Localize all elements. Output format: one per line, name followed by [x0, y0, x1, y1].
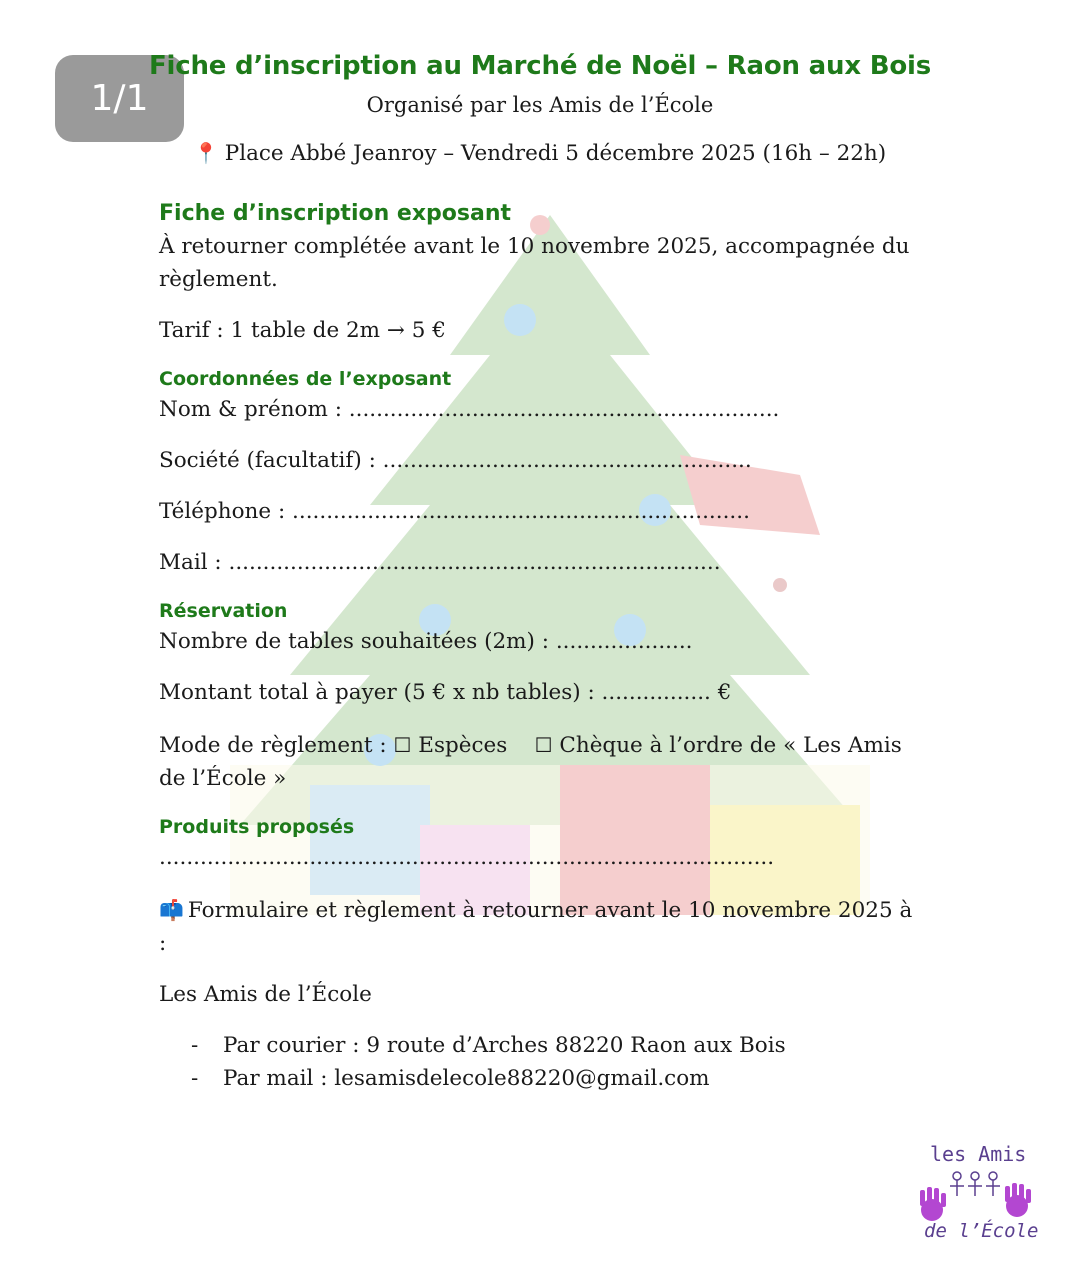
cheque-option-label: Chèque à l’ordre de « Les Amis de l’École »	[159, 733, 902, 791]
phone-field[interactable]: Téléphone : ...................................................................	[159, 499, 750, 524]
organization-name: Les Amis de l’École	[159, 982, 372, 1007]
contact-postal: - Par courier : 9 route d’Arches 88220 Raon aux Bois	[191, 1029, 919, 1062]
logo-text-top: les Amis	[930, 1142, 1027, 1166]
section-products-heading: Produits proposés	[159, 816, 355, 838]
amount-field[interactable]: Montant total à payer (5 € x nb tables) : ................ €	[159, 680, 732, 705]
mail-field[interactable]: Mail : ........................................................................	[159, 550, 721, 575]
map-pin-icon: 📍	[193, 141, 219, 165]
section-reservation-heading: Réservation	[159, 600, 288, 622]
les-amis-logo	[912, 1140, 1042, 1250]
contact-email[interactable]: - Par mail : lesamisdelecole88220@gmail.com	[191, 1062, 919, 1095]
mailbox-icon: 📫	[159, 898, 184, 922]
page-subtitle: Organisé par les Amis de l’École	[366, 93, 714, 117]
company-field[interactable]: Société (facultatif) : ......................................................	[159, 448, 752, 473]
name-field[interactable]: Nom & prénom : ...............................................................	[159, 397, 780, 422]
products-field[interactable]: ..........................................................................................	[159, 845, 775, 870]
return-note	[159, 894, 919, 960]
cheque-checkbox[interactable]: ☐	[534, 733, 553, 757]
cash-checkbox[interactable]: ☐	[393, 733, 412, 757]
registration-form	[159, 198, 919, 1095]
contact-list	[159, 1029, 919, 1095]
logo-text-bottom: de l’École	[924, 1220, 1039, 1242]
tables-field[interactable]: Nombre de tables souhaitées (2m) : ....................	[159, 629, 693, 654]
page-title: Fiche d’inscription au Marché de Noël – Raon aux Bois	[148, 51, 932, 81]
handprints-icon	[912, 1168, 1042, 1228]
cash-option-label: Espèces	[418, 733, 508, 758]
page-indicator-badge: 1/1	[55, 55, 184, 142]
tarif-text: Tarif : 1 table de 2m → 5 €	[159, 318, 446, 343]
form-intro: À retourner complétée avant le 10 novembre 2025, accompagnée du règlement.	[159, 234, 910, 292]
payment-method-label: Mode de règlement :	[159, 733, 387, 758]
document-header	[140, 48, 940, 169]
section-contact-heading: Coordonnées de l’exposant	[159, 368, 452, 390]
event-location	[140, 138, 940, 169]
payment-method-row	[159, 729, 919, 795]
event-location-text: Place Abbé Jeanroy – Vendredi 5 décembre 2025 (16h – 22h)	[224, 141, 887, 166]
form-heading: Fiche d’inscription exposant	[159, 201, 512, 226]
return-note-text: Formulaire et règlement à retourner avant le 10 novembre 2025 à :	[159, 898, 913, 956]
